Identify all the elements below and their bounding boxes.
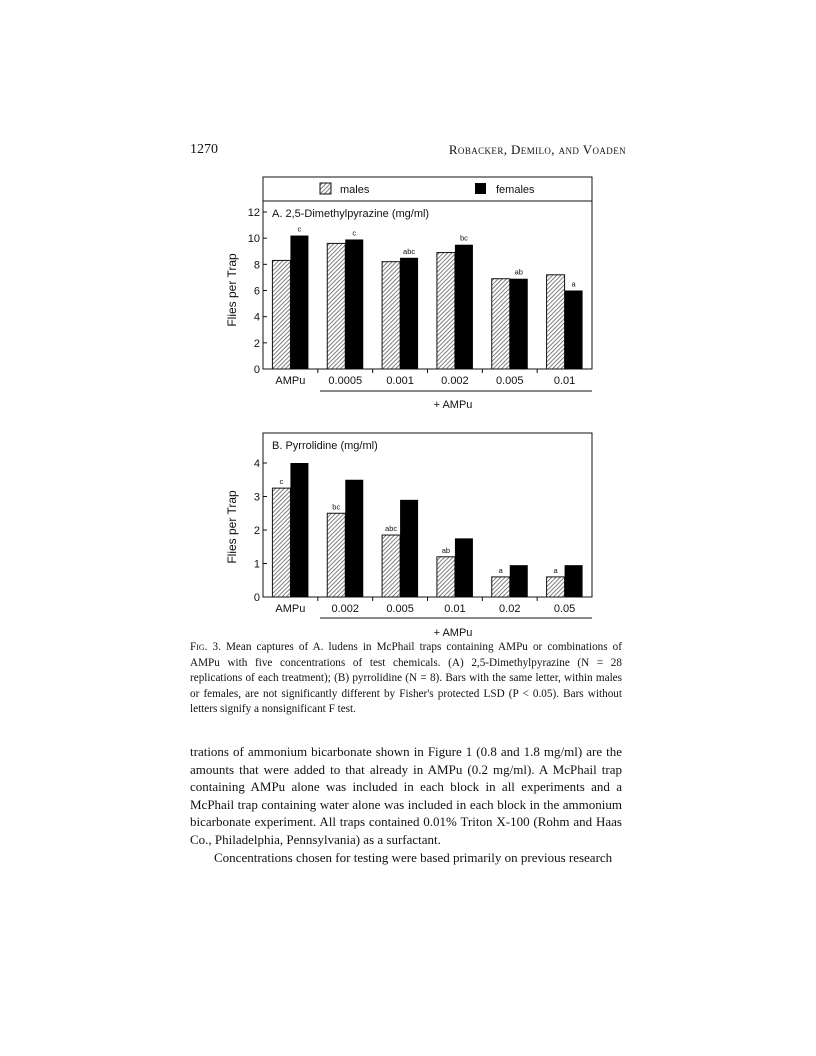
legend-label-females: females	[496, 184, 535, 196]
bar-males	[327, 513, 345, 597]
panel-a-tick-label: 0	[253, 364, 260, 376]
body-paragraph: trations of ammonium bicarbonate shown in Figure 1 (0.8 and 1.8 mg/ml) are the amounts that were added to that already in AMPu (0.2 mg/ml). A McPhail trap containing AMPu alone was included in each block in all experiments and a McPhail trap containing water alone was included in each block in the ammonium bicarbonate experiment. All traps contained 0.01% Triton X-100 (Rohm and Haas Co., Philadelphia, Pennsylvania) as a surfactant.	[190, 744, 622, 847]
panel-a-ylabel: Flies per Trap	[225, 253, 239, 327]
panel-b-xlabel: + AMPu	[433, 627, 473, 639]
bar-females	[565, 565, 583, 597]
body-paragraph: Concentrations chosen for testing were based primarily on previous research	[214, 849, 613, 865]
panel-a-category-label: 0.002	[441, 375, 469, 387]
bar-males	[492, 279, 510, 369]
panel-a-xlabel: + AMPu	[433, 399, 473, 411]
bar-females	[290, 463, 308, 597]
page-number: 1270	[190, 142, 218, 157]
panel-b-title: B. Pyrrolidine (mg/ml)	[272, 440, 378, 452]
panel-b-letters	[280, 477, 559, 575]
bar-females	[565, 291, 583, 370]
significance-letter: abc	[403, 246, 416, 256]
bar-females	[400, 258, 418, 369]
panel-a-tick-label: 4	[253, 311, 260, 324]
panel-a-category-label: 0.01	[553, 375, 576, 387]
significance-letter: a	[553, 565, 558, 575]
panel-b-categories	[275, 597, 575, 615]
panel-b-category-label: 0.01	[444, 603, 466, 615]
legend-box	[263, 177, 592, 201]
significance-letter: a	[498, 565, 503, 575]
panel-a-y-ticks	[248, 207, 267, 376]
panel-b-category-label: 0.002	[331, 603, 360, 615]
bar-males	[382, 535, 400, 597]
panel-a-categories	[275, 369, 575, 387]
panel-b-tick-label: 0	[253, 592, 260, 604]
panel-a-tick-label: 12	[247, 207, 260, 219]
panel-b-tick-label: 3	[253, 491, 260, 504]
significance-letter: c	[279, 477, 284, 487]
panel-a-tick-label: 6	[253, 285, 260, 298]
panel-a-category-label: 0.005	[495, 375, 524, 387]
legend-label-males: males	[340, 184, 370, 196]
panel-b-bars	[272, 463, 582, 597]
chart-panel-b	[225, 433, 592, 639]
chart-panel-a	[225, 201, 592, 411]
significance-letter: a	[571, 279, 576, 289]
panel-b-category-label: 0.02	[499, 603, 521, 615]
panel-a-tick-label: 2	[253, 337, 260, 350]
bar-males	[272, 488, 290, 597]
panel-b-tick-label: 4	[253, 458, 260, 470]
bar-females	[400, 500, 418, 597]
bar-males	[327, 243, 345, 369]
significance-letter: c	[297, 224, 302, 234]
bar-females	[510, 279, 528, 369]
panel-b-ylabel: Flies per Trap	[225, 490, 239, 564]
panel-b-tick-label: 2	[253, 525, 260, 537]
bar-males	[492, 577, 510, 597]
running-head: Robacker, Demilo, and Voaden	[448, 142, 626, 157]
panel-a-category-label: 0.0005	[328, 375, 363, 387]
bar-females	[510, 565, 528, 597]
bar-females	[345, 480, 363, 597]
panel-a-tick-label: 8	[253, 259, 260, 272]
panel-a-bars	[272, 233, 582, 369]
body-text	[190, 743, 622, 866]
legend	[263, 177, 592, 201]
panel-a-tick-label: 10	[247, 233, 260, 246]
panel-b-category-label: 0.005	[386, 603, 414, 615]
significance-letter: abc	[385, 524, 398, 534]
panel-b-frame	[263, 433, 592, 597]
bar-females	[455, 245, 473, 369]
bar-males	[382, 262, 400, 369]
figure-caption	[190, 640, 622, 718]
panel-a-category-label: AMPu	[275, 375, 306, 387]
bar-males	[547, 275, 565, 369]
panel-a-frame	[263, 201, 592, 369]
legend-swatch-females	[475, 183, 486, 194]
panel-a-category-label: 0.001	[386, 375, 414, 387]
panel-b-category-label: AMPu	[275, 603, 306, 615]
panel-b-tick-label: 1	[253, 558, 260, 571]
legend-swatch-males	[320, 183, 331, 194]
bar-males	[437, 253, 455, 369]
significance-letter: ab	[441, 545, 451, 555]
caption-text: Mean captures of A. ludens in McPhail traps containing AMPu or combinations of AMPu with five concentrations of test chemicals. (A) 2,5-Dimethylpyrazine (N = 28 replications of each treatment); (B) pyrrolidine (N = 8). Bars with the same letter, within males or females, are not significantly different by Fisher's protected LSD (P < 0.05). Bars without letters signify a nonsignificant F test.	[190, 641, 622, 716]
bar-females	[290, 236, 308, 369]
panel-a-title: A. 2,5-Dimethylpyrazine (mg/ml)	[272, 208, 430, 220]
bar-males	[437, 557, 455, 597]
panel-b-category-label: 0.05	[553, 603, 576, 615]
significance-letter: c	[352, 228, 357, 238]
bar-males	[272, 260, 290, 369]
significance-letter: bc	[459, 233, 468, 243]
significance-letter: bc	[332, 502, 341, 512]
significance-letter: ab	[514, 267, 523, 277]
bar-females	[345, 239, 363, 369]
bar-males	[547, 577, 565, 597]
panel-b-y-ticks	[254, 458, 267, 604]
caption-label: Fig. 3.	[190, 641, 221, 653]
bar-females	[455, 538, 473, 597]
